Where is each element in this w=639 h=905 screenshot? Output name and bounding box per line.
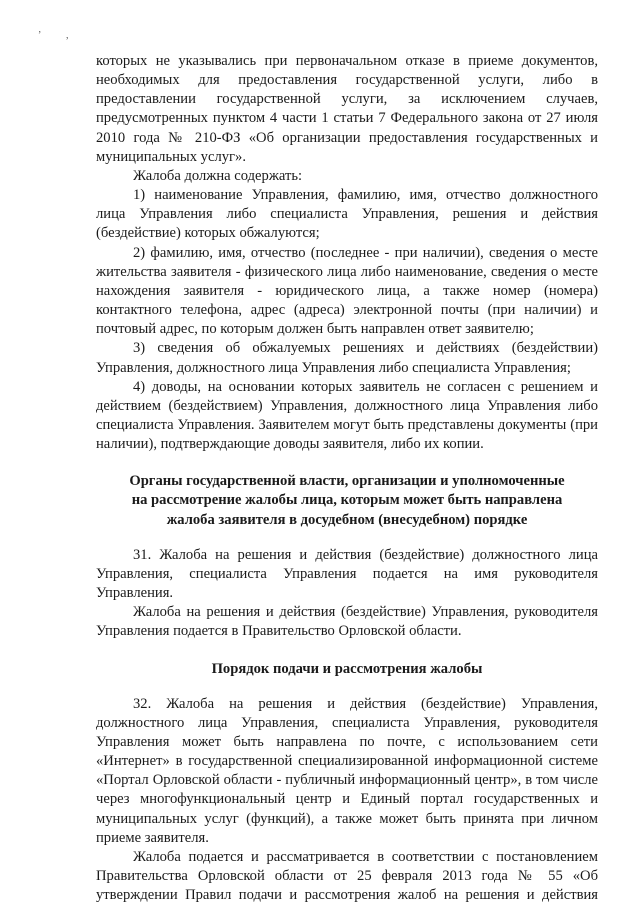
paragraph: 31. Жалоба на решения и действия (бездействие) должностного лица Управления, специалиста Управления подается на имя руководителя Управления. xyxy=(96,546,598,602)
heading-line: на рассмотрение жалобы лица, которым может быть направлена xyxy=(131,492,563,509)
paragraph: Жалоба подается и рассматривается в соответствии с постановлением Правительства Орловской области от 25 февраля 2013 года № 55 «Об утверждении Правил подачи и рассмотрения жалоб на решения и действия xyxy=(96,848,598,904)
document-page xyxy=(96,52,598,905)
paragraph: 32. Жалоба на решения и действия (бездействие) Управления, должностного лица Управления, специалиста Управления, руководителя Управления может быть направлена по почте, с использованием сети «Интернет» в государственной специализированной информационной системе «Портал Орловской области - публичный информационный центр», в том числе через многофункциональный центр и Единый портал государственных и муниципальных услуг (функций), а также может быть принята при личном приеме заявителя. xyxy=(96,695,598,846)
paragraph: Жалоба должна содержать: xyxy=(133,167,303,184)
procedure-section xyxy=(96,695,598,905)
scan-artifact-mark: ’ xyxy=(38,30,42,41)
complaint-content-section xyxy=(96,52,598,454)
heading-line: жалоба заявителя в досудебном (внесудебном) порядке xyxy=(166,511,528,528)
heading-line: Органы государственной власти, организации и уполномоченные xyxy=(129,473,565,490)
paragraph: 3) сведения об обжалуемых решениях и действиях (бездействии) Управления, должностного лица Управления либо специалиста Управления; xyxy=(96,340,598,376)
authorities-section xyxy=(96,546,598,642)
paragraph: Жалоба на решения и действия (бездействие) Управления, руководителя Управления подается в Правительство Орловской области. xyxy=(96,604,598,640)
paragraph: 2) фамилию, имя, отчество (последнее - при наличии), сведения о месте жительства заявителя - физического лица либо наименование, сведения о месте нахождения заявителя - юридического лица, а также номер (номера) контактного телефона, адрес (адреса) электронной почты (при наличии) и почтовый адрес, по которым должен быть направлен ответ заявителю; xyxy=(96,244,598,338)
section-heading-procedure: Порядок подачи и рассмотрения жалобы xyxy=(211,660,483,677)
paragraph: которых не указывались при первоначальном отказе в приеме документов, необходимых для предоставления государственной услуги, либо в предоставлении государственной услуги, за исключением случаев, предусмотренных пунктом 4 части 1 статьи 7 Федерального закона от 27 июля 2010 года № 210-ФЗ «Об организации предоставления государственных и муниципальных услуг». xyxy=(96,53,598,165)
section-heading-authorities xyxy=(96,472,598,529)
paragraph: 1) наименование Управления, фамилию, имя, отчество должностного лица Управления либо специалиста Управления, решения и действия (бездействие) которых обжалуются; xyxy=(96,187,598,242)
scan-artifact-mark: , xyxy=(66,30,69,41)
paragraph: 4) доводы, на основании которых заявитель не согласен с решением и действием (бездействием) Управления, должностного лица Управления либо специалиста Управления. Заявителем могут быть представлены документы (при наличии), подтверждающие доводы заявителя, либо их копии. xyxy=(96,378,598,453)
